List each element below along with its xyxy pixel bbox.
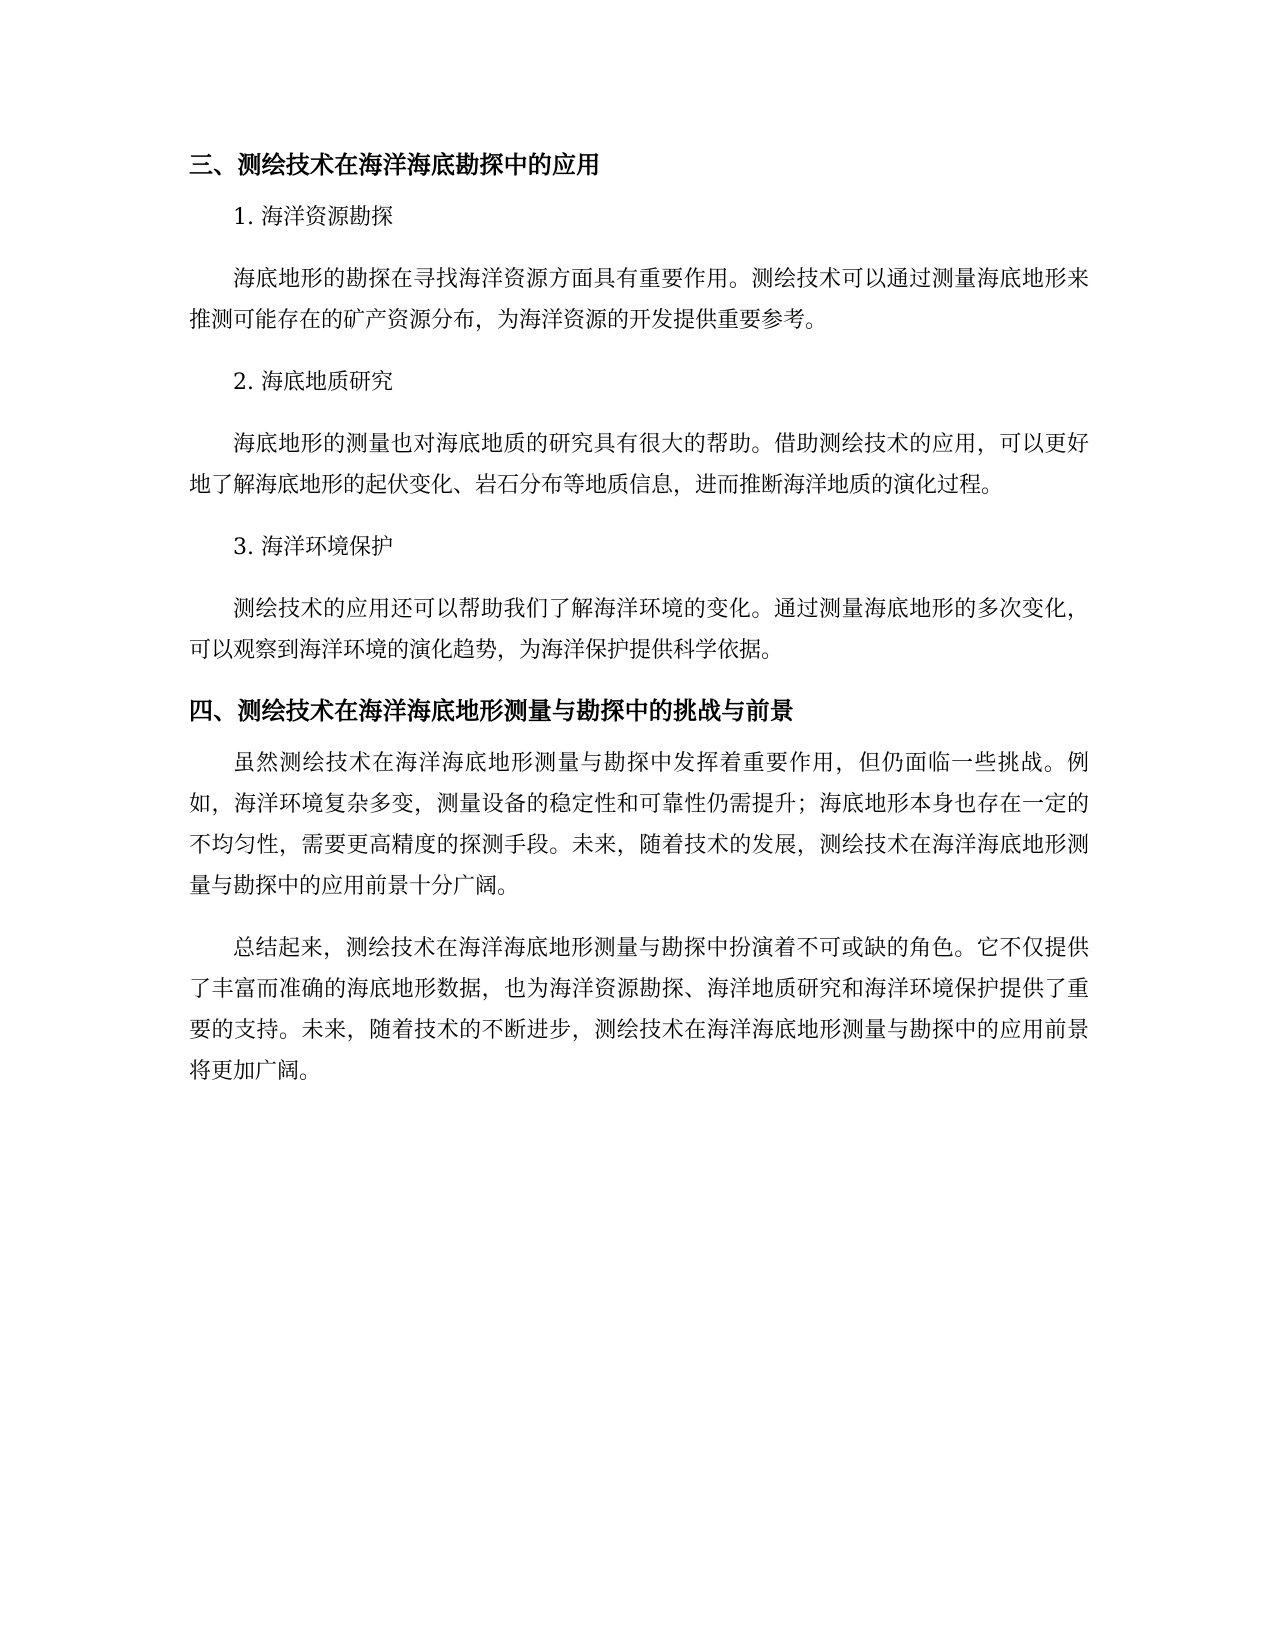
document-body <box>189 148 1089 1092</box>
section-4-paragraph-1: 虽然测绘技术在海洋海底地形测量与勘探中发挥着重要作用，但仍面临一些挑战。例如，海洋环境复杂多变，测量设备的稳定性和可靠性仍需提升；海底地形本身也存在一定的不均匀性，需要更高精度的探测手段。未来，随着技术的发展，测绘技术在海洋海底地形测量与勘探中的应用前景十分广阔。 <box>189 751 1089 899</box>
section-3-heading: 三、测绘技术在海洋海底勘探中的应用 <box>189 151 601 179</box>
item-1-paragraph: 海底地形的勘探在寻找海洋资源方面具有重要作用。测绘技术可以通过测量海底地形来推测可能存在的矿产资源分布，为海洋资源的开发提供重要参考。 <box>189 267 1089 333</box>
item-3-paragraph: 测绘技术的应用还可以帮助我们了解海洋环境的变化。通过测量海底地形的多次变化，可以观察到海洋环境的演化趋势，为海洋保护提供科学依据。 <box>189 597 1089 663</box>
item-2-title: 2. 海底地质研究 <box>233 370 393 395</box>
item-1-title: 1. 海洋资源勘探 <box>233 205 393 230</box>
section-4-paragraph-2: 总结起来，测绘技术在海洋海底地形测量与勘探中扮演着不可或缺的角色。它不仅提供了丰富而准确的海底地形数据，也为海洋资源勘探、海洋地质研究和海洋环境保护提供了重要的支持。未来，随着技术的不断进步，测绘技术在海洋海底地形测量与勘探中的应用前景将更加广阔。 <box>189 936 1089 1084</box>
item-3-title: 3. 海洋环境保护 <box>233 535 393 560</box>
section-4-heading: 四、测绘技术在海洋海底地形测量与勘探中的挑战与前景 <box>189 697 794 725</box>
item-2-paragraph: 海底地形的测量也对海底地质的研究具有很大的帮助。借助测绘技术的应用，可以更好地了解海底地形的起伏变化、岩石分布等地质信息，进而推断海洋地质的演化过程。 <box>189 432 1089 498</box>
